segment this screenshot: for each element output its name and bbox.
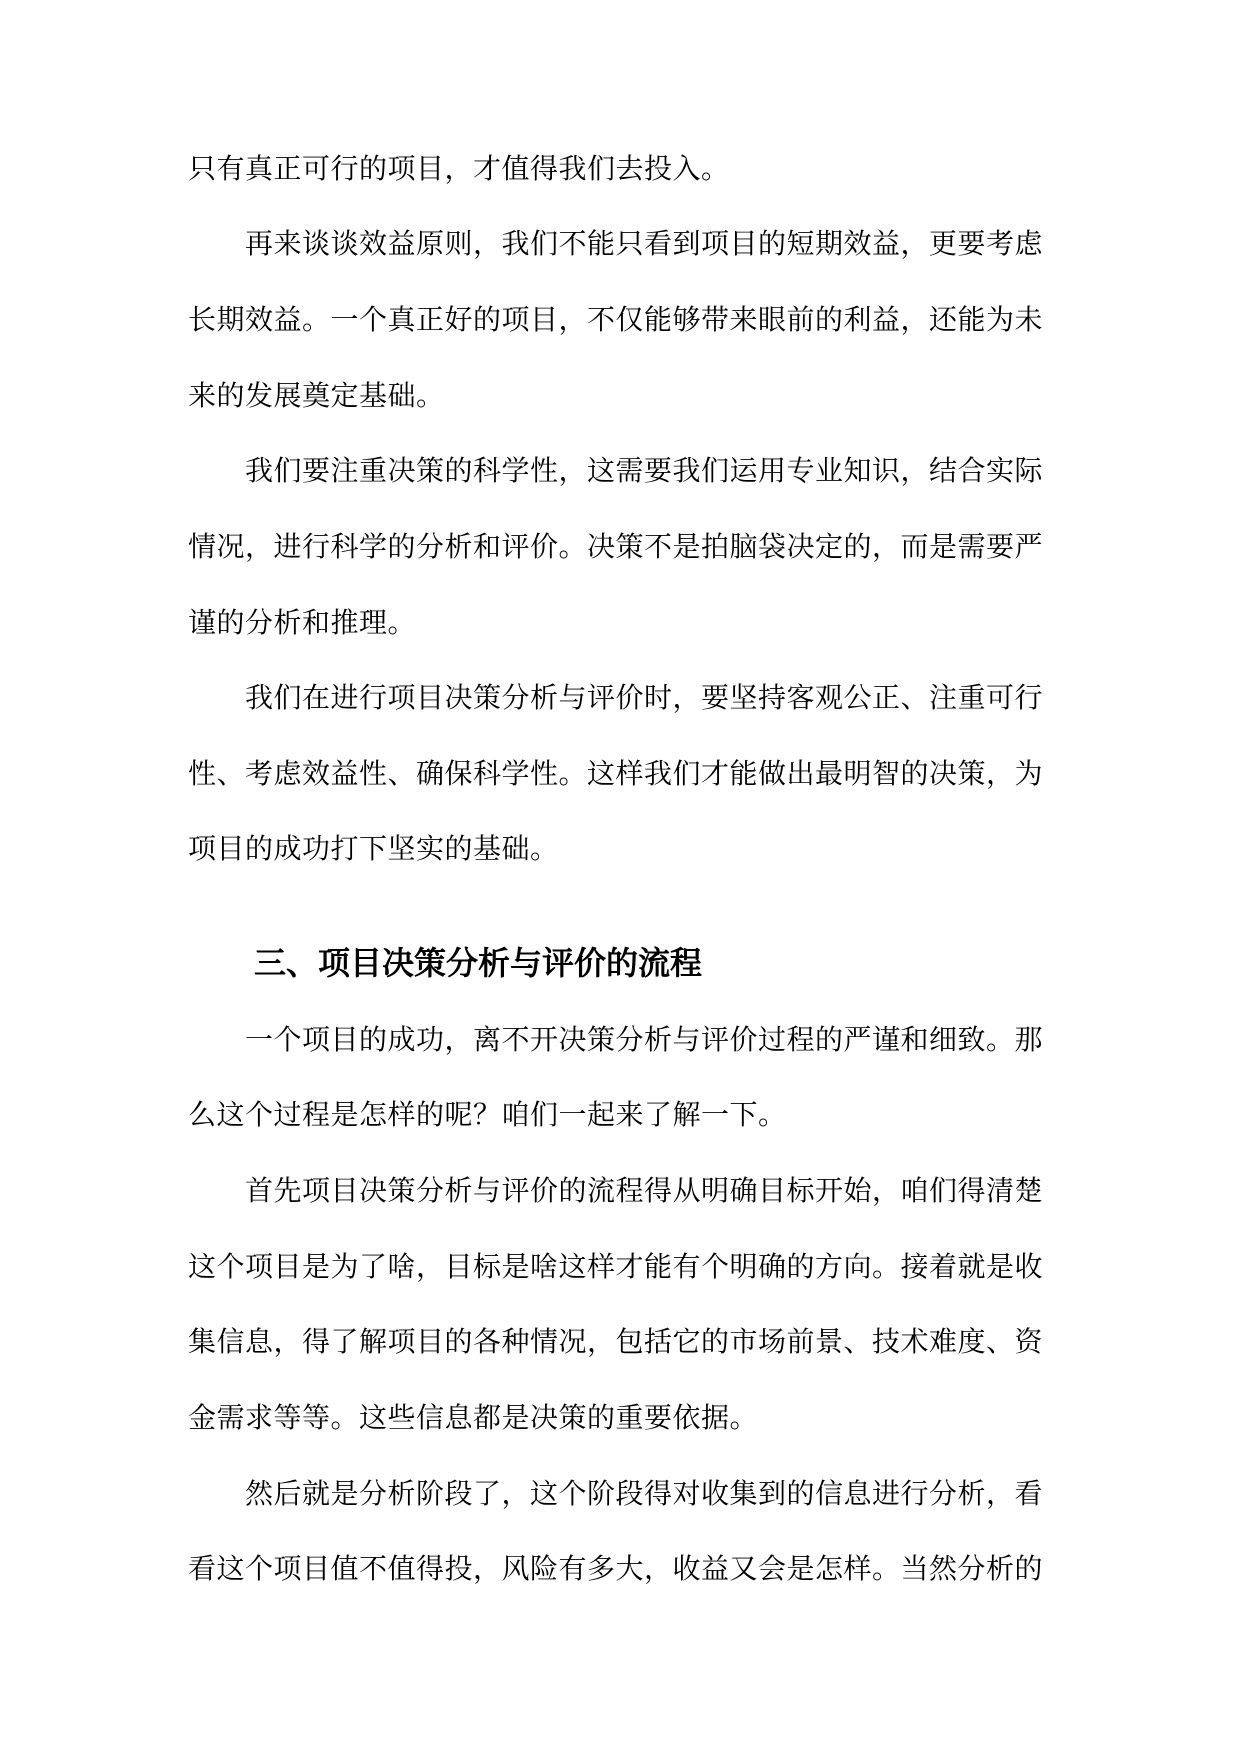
paragraph-line: 这个项目是为了啥，目标是啥这样才能有个明确的方向。接着就是收 (188, 1250, 1044, 1283)
paragraph-line: 看这个项目值不值得投，风险有多大，收益又会是怎样。当然分析的 (188, 1552, 1044, 1585)
paragraph-line: 性、考虑效益性、确保科学性。这样我们才能做出最明智的决策，为 (188, 757, 1044, 790)
section-heading: 三、项目决策分析与评价的流程 (254, 944, 703, 982)
paragraph-line: 么这个过程是怎样的呢？咱们一起来了解一下。 (188, 1098, 787, 1131)
paragraph-line: 首先项目决策分析与评价的流程得从明确目标开始，咱们得清楚 (245, 1174, 1044, 1207)
paragraph-line: 再来谈谈效益原则，我们不能只看到项目的短期效益，更要考虑 (245, 227, 1044, 260)
paragraph-line: 只有真正可行的项目，才值得我们去投入。 (188, 152, 730, 185)
paragraph-line: 项目的成功打下坚实的基础。 (188, 832, 559, 865)
paragraph-line: 集信息，得了解项目的各种情况，包括它的市场前景、技术难度、资 (188, 1325, 1044, 1358)
paragraph-line: 金需求等等。这些信息都是决策的重要依据。 (188, 1401, 759, 1434)
paragraph-line: 来的发展奠定基础。 (188, 379, 445, 412)
paragraph-line: 情况，进行科学的分析和评价。决策不是拍脑袋决定的，而是需要严 (188, 530, 1044, 563)
paragraph-line: 谨的分析和推理。 (188, 606, 417, 639)
paragraph-line: 我们要注重决策的科学性，这需要我们运用专业知识，结合实际 (245, 454, 1044, 487)
paragraph-line: 我们在进行项目决策分析与评价时，要坚持客观公正、注重可行 (245, 681, 1044, 714)
paragraph-line: 一个项目的成功，离不开决策分析与评价过程的严谨和细致。那 (245, 1023, 1044, 1056)
paragraph-line: 然后就是分析阶段了，这个阶段得对收集到的信息进行分析，看 (245, 1477, 1044, 1510)
paragraph-line: 长期效益。一个真正好的项目，不仅能够带来眼前的利益，还能为未 (188, 303, 1044, 336)
